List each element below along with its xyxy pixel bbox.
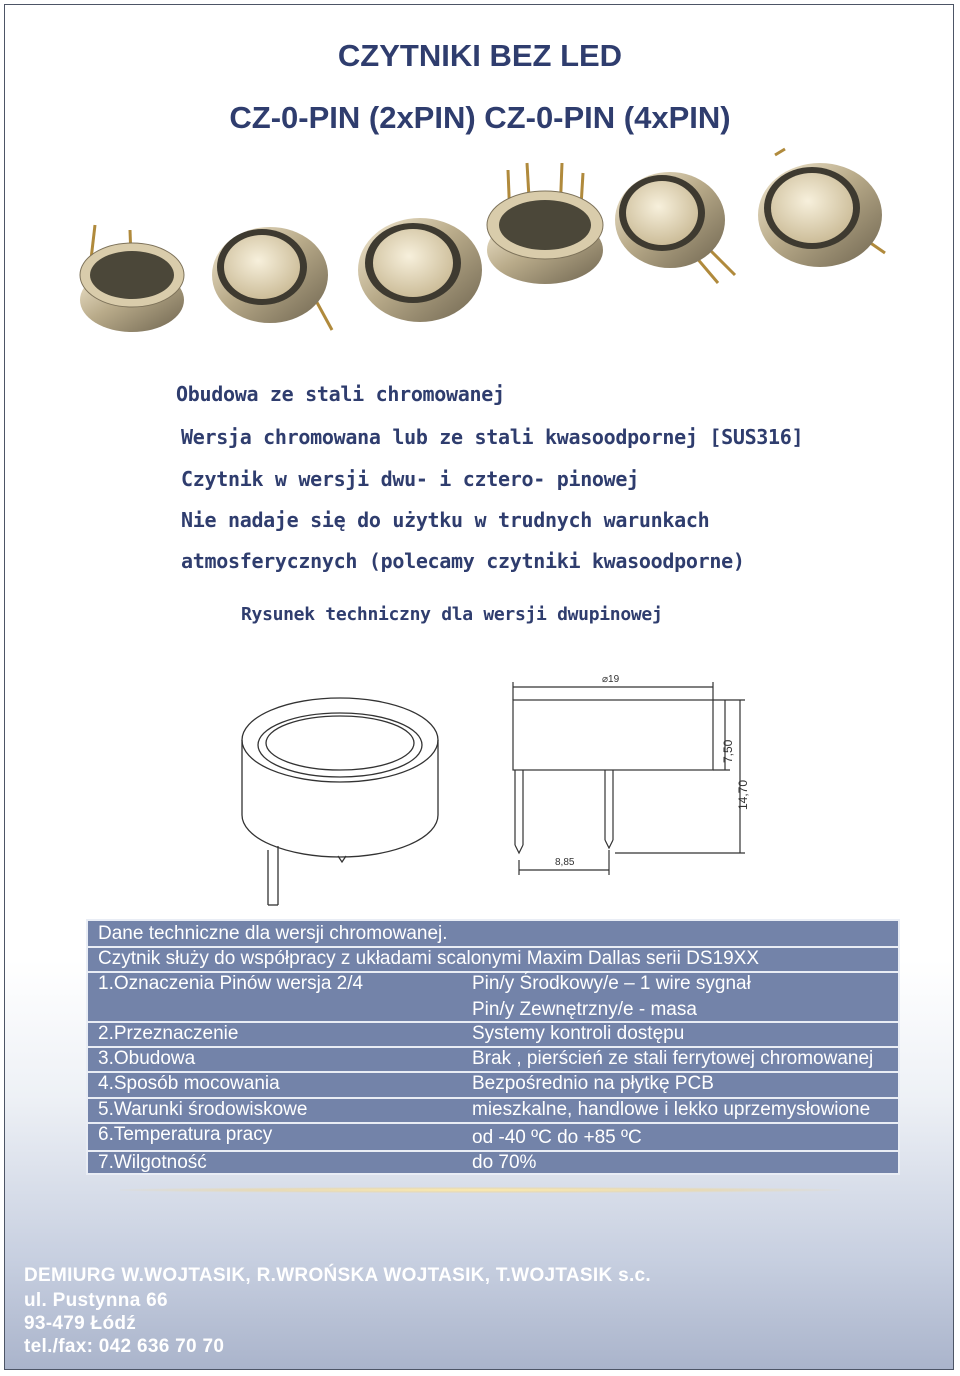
- spec-value: od -40 ºC do +85 ºC: [472, 1127, 642, 1148]
- company-street: ul. Pustynna 66: [24, 1290, 168, 1311]
- company-phone: tel./fax: 042 636 70 70: [24, 1336, 225, 1357]
- reader-photo-1: [80, 225, 184, 332]
- spec-label: 6.Temperatura pracy: [98, 1124, 273, 1145]
- feature-line: Czytnik w wersji dwu- i cztero- pinowej: [181, 467, 639, 491]
- reader-photo-4: [487, 163, 603, 284]
- spec-header-line: Dane techniczne dla wersji chromowanej.: [98, 923, 448, 944]
- spec-value: Pin/y Środkowy/e – 1 wire sygnał: [472, 973, 751, 994]
- feature-line: atmosferycznych (polecamy czytniki kwasoodporne): [181, 549, 745, 573]
- reader-photo-3: [358, 218, 482, 322]
- spec-header-line: Czytnik służy do współpracy z układami scalonymi Maxim Dallas serii DS19XX: [98, 948, 759, 969]
- spec-label: 3.Obudowa: [98, 1048, 196, 1069]
- feature-line: Wersja chromowana lub ze stali kwasoodpornej [SUS316]: [181, 425, 804, 449]
- company-name: DEMIURG W.WOJTASIK, R.WROŃSKA WOJTASIK, T.WOJTASIK s.c.: [24, 1265, 651, 1286]
- spec-table: [86, 919, 900, 1175]
- product-photo: [70, 145, 900, 345]
- page-title: CZYTNIKI BEZ LED: [337, 38, 623, 73]
- reader-photo-5: [615, 172, 735, 283]
- company-city: 93-479 Łódź: [24, 1313, 137, 1334]
- reader-technical-drawing: [495, 665, 765, 885]
- spec-label: 4.Sposób mocowania: [98, 1073, 280, 1094]
- decorative-glow: [120, 1187, 840, 1193]
- spec-label: 7.Wilgotność: [98, 1152, 207, 1173]
- spec-value: Systemy kontroli dostępu: [472, 1023, 685, 1044]
- reader-3d-drawing: [230, 690, 460, 910]
- spec-value: mieszkalne, handlowe i lekko uprzemysłowione: [472, 1099, 871, 1120]
- feature-line: Obudowa ze stali chromowanej: [176, 382, 505, 406]
- dim-total-label: 14,70: [736, 779, 750, 810]
- dim-height-label: 7,50: [721, 739, 735, 763]
- page-subtitle: CZ-0-PIN (2xPIN) CZ-0-PIN (4xPIN): [229, 100, 731, 135]
- drawing-caption: Rysunek techniczny dla wersji dwupinowej: [241, 604, 663, 625]
- dim-pitch-label: 8,85: [555, 857, 575, 868]
- feature-line: Nie nadaje się do użytku w trudnych warunkach: [181, 508, 710, 532]
- reader-photo-2: [212, 227, 332, 330]
- reader-photo-6: [758, 149, 885, 267]
- spec-label: 2.Przeznaczenie: [98, 1023, 239, 1044]
- spec-value: do 70%: [472, 1152, 537, 1173]
- spec-value: Brak , pierścień ze stali ferrytowej chromowanej: [472, 1048, 874, 1069]
- spec-value: Bezpośrednio na płytkę PCB: [472, 1073, 714, 1094]
- dim-diameter-label: ⌀19: [602, 674, 620, 685]
- spec-label: 1.Oznaczenia Pinów wersja 2/4: [98, 973, 364, 994]
- spec-value: Pin/y Zewnętrzny/e - masa: [472, 999, 697, 1020]
- spec-label: 5.Warunki środowiskowe: [98, 1099, 308, 1120]
